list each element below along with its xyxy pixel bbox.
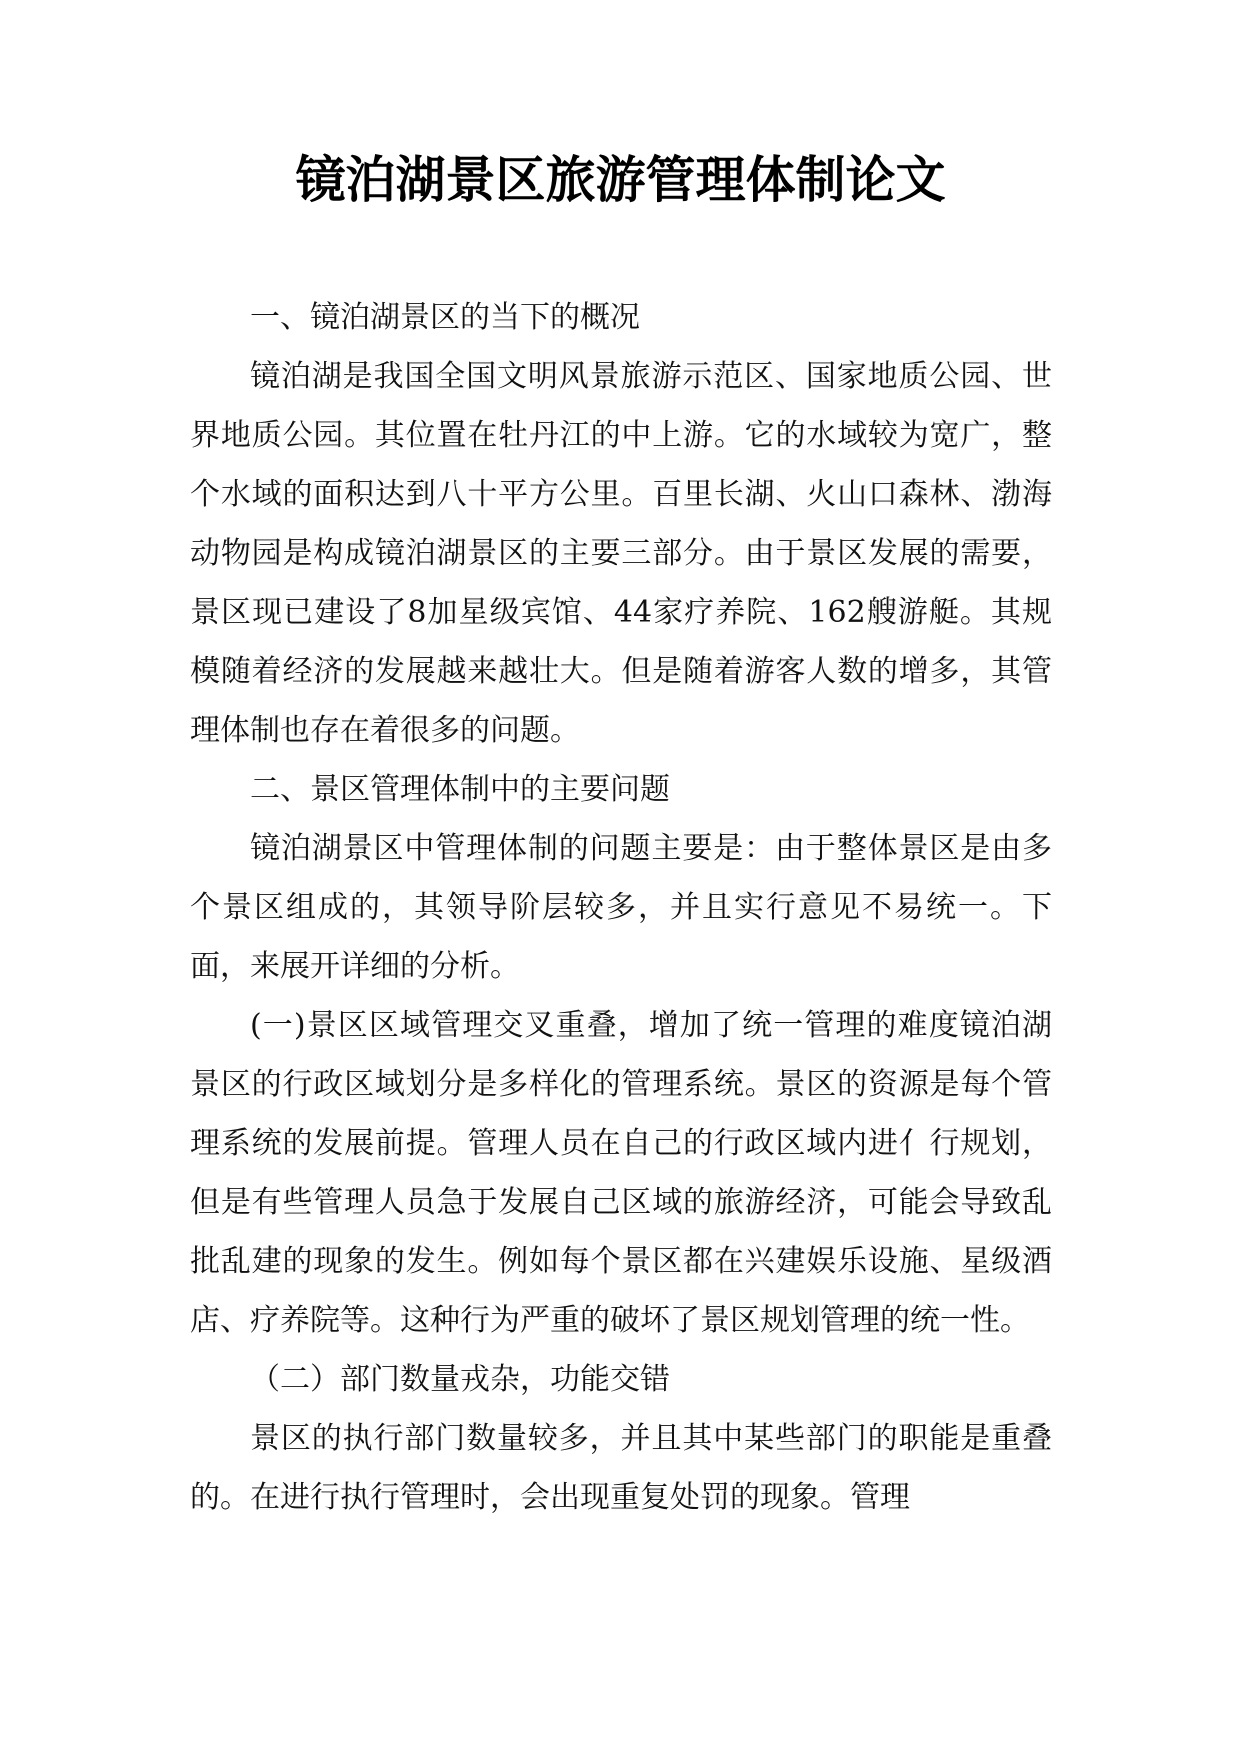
document-body bbox=[190, 288, 1052, 1527]
section-heading-2: 二、景区管理体制中的主要问题 bbox=[250, 772, 670, 807]
paragraph-overview: 镜泊湖是我国全国文明风景旅游示范区、国家地质公园、世界地质公园。其位置在牡丹江的中上游。它的水域较为宽广，整个水域的面积达到八十平方公里。百里长湖、火山口森林、渤海动物园是构成镜泊湖景区的主要三部分。由于景区发展的需要，景区现已建设了8加星级宾馆、44家疗养院、162艘游艇。其规模随着经济的发展越来越壮大。但是随着游客人数的增多，其管理体制也存在着很多的问题。 bbox=[190, 359, 1052, 748]
paragraph-problems-intro: 镜泊湖景区中管理体制的问题主要是：由于整体景区是由多个景区组成的，其领导阶层较多，并且实行意见不易统一。下面，来展开详细的分析。 bbox=[190, 831, 1052, 984]
paragraph-subsection-2: 景区的执行部门数量较多，并且其中某些部门的职能是重叠的。在进行执行管理时，会出现重复处罚的现象。管理 bbox=[190, 1421, 1052, 1515]
document-title: 镜泊湖景区旅游管理体制论文 bbox=[295, 150, 946, 209]
section-heading-1: 一、镜泊湖景区的当下的概况 bbox=[250, 300, 640, 335]
subsection-heading-2: （二）部门数量戎杂，功能交错 bbox=[250, 1362, 670, 1397]
paragraph-subsection-1: (一)景区区域管理交叉重叠，增加了统一管理的难度镜泊湖景区的行政区域划分是多样化的管理系统。景区的资源是每个管理系统的发展前提。管理人员在自己的行政区域内进亻行规划，但是有些管理人员急于发展自己区域的旅游经济，可能会导致乱批乱建的现象的发生。例如每个景区都在兴建娱乐设施、星级酒店、疗养院等。这种行为严重的破坏了景区规划管理的统一性。 bbox=[190, 1008, 1052, 1338]
